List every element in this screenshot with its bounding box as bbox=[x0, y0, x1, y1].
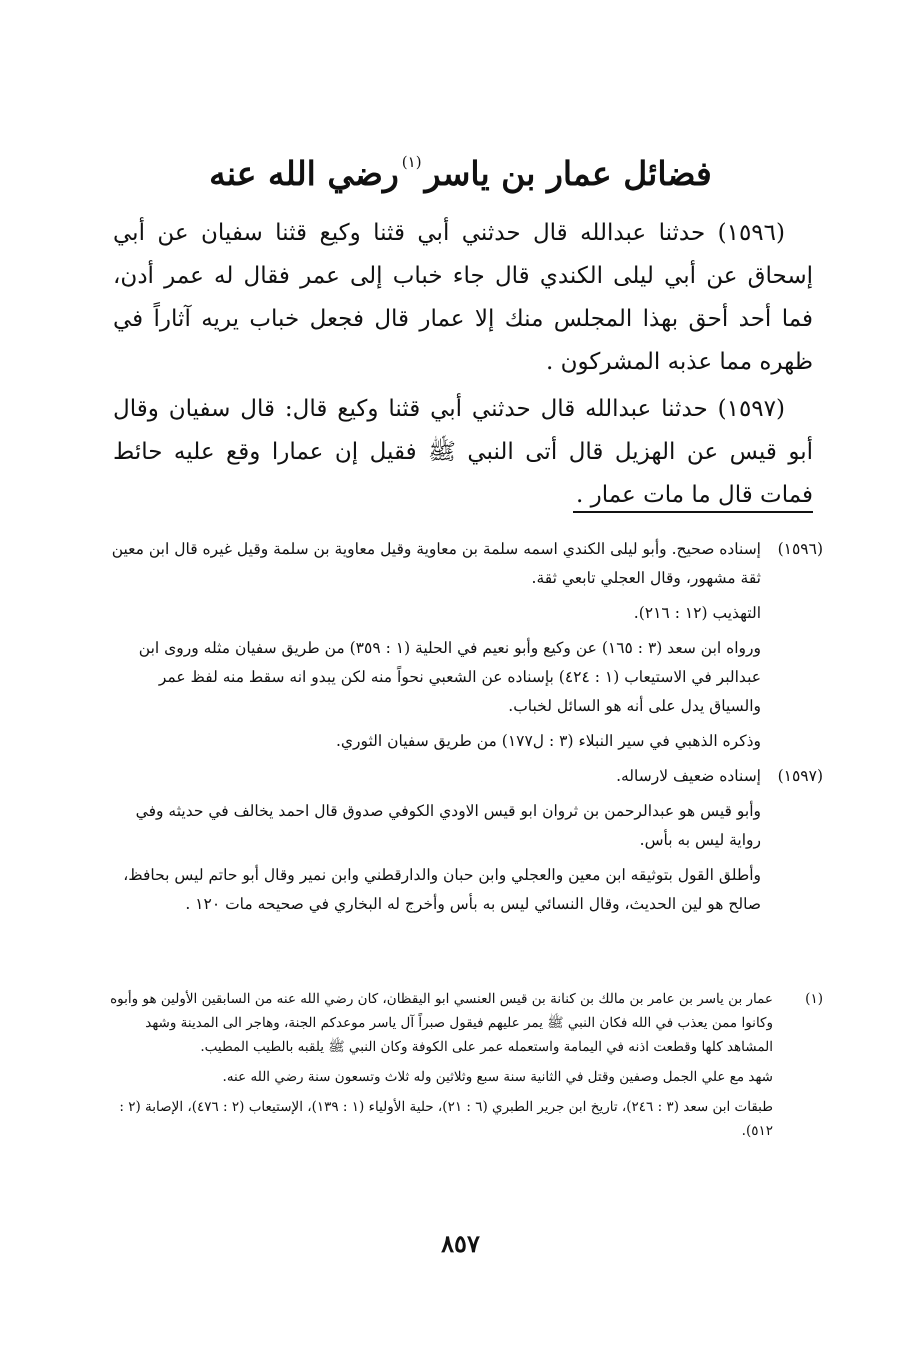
biographical-footnote bbox=[103, 987, 823, 1149]
note-paragraph: ورواه ابن سعد (٣ : ١٦٥) عن وكيع وأبو نعيم في الحلية (١ : ٣٥٩) من طريق سفيان مثله وروى ابن عبدالبر في الاستيعاب (١ : ٤٢٤) بإسناده عن الشعبي نحواً منه لكن يبدو انه سقط منه لفظ عمر والسياق يدل على أنه هو السائل لخباب. bbox=[138, 639, 761, 715]
note-paragraph: وذكره الذهبي في سير النبلاء (٣ : ل١٧٧) من طريق سفيان الثوري. bbox=[335, 732, 761, 750]
note-number: (١٥٩٦) bbox=[777, 540, 823, 558]
footnote-1 bbox=[103, 987, 823, 1143]
note-paragraph: التهذيب (١٢ : ٢١٦). bbox=[633, 604, 761, 622]
chapter-title-suffix: رضي الله عنه bbox=[209, 154, 399, 193]
footnote-separator bbox=[573, 511, 813, 513]
note-number: (١٥٩٧) bbox=[777, 767, 823, 785]
hadith-1596: (١٥٩٦) حدثنا عبدالله قال حدثني أبي قثنا وكيع قثنا سفيان عن أبي إسحاق عن أبي ليلى الكندي قال جاء خباب إلى عمر فقال له عمر أدن، فما أحد أحق بهذا المجلس منك إلا عمار قال فجعل خباب يريه آثاراً في ظهره مما عذبه المشركون . bbox=[113, 220, 813, 375]
note-1597 bbox=[103, 762, 823, 919]
commentary-notes bbox=[103, 535, 823, 925]
chapter-title bbox=[0, 140, 921, 196]
chapter-title-text: فضائل عمار بن ياسر bbox=[424, 154, 712, 193]
title-footnote-ref: (١) bbox=[401, 153, 422, 171]
footnote-paragraph: عمار بن ياسر بن عامر بن مالك بن كنانة بن قيس العنسي ابو اليقظان، كان رضي الله عنه من السابقين الأولين هو وأبوه وكانوا ممن يعذب في الله فكان النبي ﷺ يمر عليهم فيقول صبراً آل ياسر موعدكم الجنة، وهاجر الى المدينة وشهد المشاهد كلها وقطعت اذنه في اليمامة واستعمله عمر على الكوفة وكان النبي ﷺ يلقبه بالطيب المطيب. bbox=[110, 991, 773, 1055]
page-number: ٨٥٧ bbox=[441, 1229, 480, 1258]
note-paragraph: إسناده ضعيف لارساله. bbox=[616, 767, 761, 785]
hadith-text-block bbox=[113, 212, 813, 521]
footnote-paragraph: شهد مع علي الجمل وصفين وقتل في الثانية سنة سبع وثلاثين وله ثلاث وتسعون سنة رضي الله عنه. bbox=[222, 1069, 773, 1085]
note-paragraph: إسناده صحيح. وأبو ليلى الكندي اسمه سلمة بن معاوية وقيل معاوية بن سلمة وقيل غيره قال ابن معين ثقة مشهور، وقال العجلي تابعي ثقة. bbox=[111, 540, 761, 587]
hadith-1597: (١٥٩٧) حدثنا عبدالله قال حدثني أبي قثنا وكيع قال: قال سفيان وقال أبو قيس عن الهزيل قال أتى النبي ﷺ فقيل إن عمارا وقع عليه حائط فمات قال ما مات عمار . bbox=[113, 396, 813, 508]
footnote-number: (١) bbox=[805, 991, 823, 1007]
footnote-paragraph: طبقات ابن سعد (٣ : ٢٤٦)، تاريخ ابن جرير الطبري (٦ : ٢١)، حلية الأولياء (١ : ١٣٩)، الإستيعاب (٢ : ٤٧٦)، الإصابة (٢ : ٥١٢). bbox=[119, 1099, 773, 1139]
note-1596 bbox=[103, 535, 823, 756]
note-paragraph: وأبو قيس هو عبدالرحمن بن ثروان ابو قيس الاودي الكوفي صدوق قال احمد يخالف في حديثه وفي رواية ليس به بأس. bbox=[135, 802, 761, 849]
note-paragraph: وأطلق القول بتوثيقه ابن معين والعجلي وابن حبان والدارقطني وابن نمير وقال أبو حاتم ليس بحافظ، صالح هو لين الحديث، وقال النسائي ليس به بأس وأخرج له البخاري في صحيحه مات ١٢٠ . bbox=[123, 866, 761, 913]
